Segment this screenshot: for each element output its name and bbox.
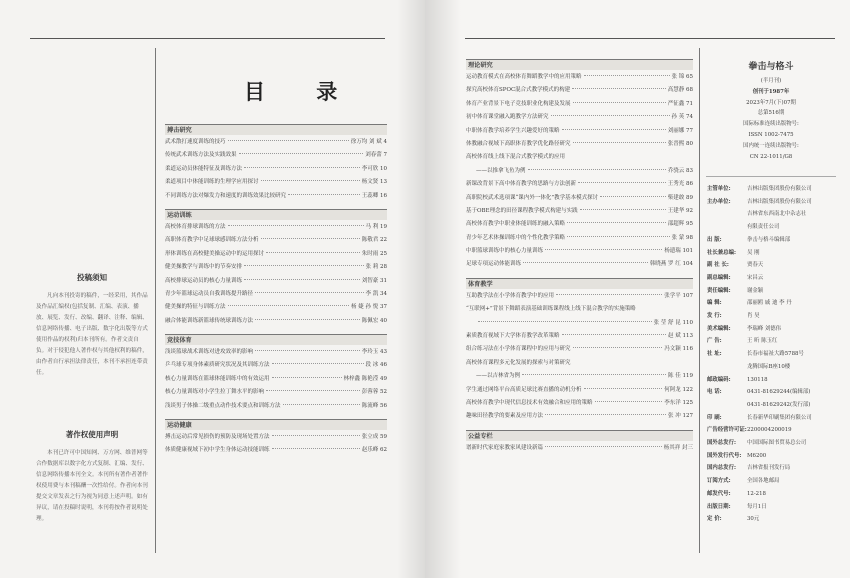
toc-entry-title: 浅谈篮球战术训练对进攻效率的影响 [165, 349, 254, 356]
toc-leader-dots [567, 236, 669, 237]
publication-info-key: 电 话: [707, 389, 722, 396]
publication-info-key: 定 价: [707, 516, 722, 523]
toc-entry-title: ——以推拿飞鱼为例 [476, 167, 526, 174]
publication-info-key: 副总编辑: [707, 274, 731, 281]
toc-entry-author-page: 杨文贤 13 [361, 179, 387, 186]
toc-entry-title: 武术散打速度训练的技巧 [165, 139, 226, 145]
contribution-notice-heading: 投稿须知 [77, 273, 107, 282]
toc-entry[interactable] [466, 218, 693, 231]
founded: 创刊于1987年 [752, 88, 790, 95]
publication-info-value: 李瑞峰 刘德伟 [747, 325, 782, 332]
toc-entry[interactable] [165, 315, 387, 328]
publication-info-row [707, 462, 839, 475]
toc-entry[interactable] [165, 431, 387, 444]
toc-leader-dots [255, 319, 360, 320]
toc-entry[interactable] [466, 205, 693, 218]
toc-entry-title: 青少年篮球运动员自我训练提升路径 [165, 290, 254, 297]
toc-entry-title: 体教融合视域下高职体育教学优化路径研究 [466, 140, 571, 147]
toc-entry-author-page: 张 莉 28 [365, 264, 387, 271]
toc-leader-dots [545, 446, 662, 447]
toc-entry[interactable] [165, 176, 387, 189]
toc-entry-author-page: 高慧静 68 [667, 87, 693, 94]
toc-leader-dots [545, 414, 666, 415]
toc-entry[interactable] [165, 149, 387, 162]
toc-entry[interactable] [466, 303, 693, 316]
toc-section-header: 搏击研究 [165, 124, 387, 135]
publication-info-value: 中国国际图书贸易总公司 [747, 440, 807, 447]
publication-info-row [707, 386, 839, 399]
publication-info-key: 发 行: [707, 313, 722, 320]
toc-entry-title: 高校排球运动员的核心力量训练 [165, 277, 243, 284]
publication-info-row [707, 221, 839, 234]
publication-info-row [707, 361, 839, 374]
toc-section-header: 公益专栏 [466, 430, 693, 441]
left-top-rule [30, 38, 385, 39]
toc-entry[interactable] [466, 290, 693, 303]
publication-info-value: 0431-81629244(编辑部) [747, 389, 811, 396]
toc-entry[interactable] [466, 317, 693, 330]
publication-info-value: 30元 [747, 516, 760, 523]
toc-entry-author-page: 陈流峰 56 [361, 402, 387, 409]
publication-info [707, 183, 839, 526]
toc-leader-dots [261, 180, 360, 181]
toc-entry-author-page: 陈 佳 119 [668, 373, 693, 380]
toc-entry-title: 组合练习法在小学体育课程中的应用与研究 [466, 346, 571, 353]
publication-info-value: 谢金颖 [747, 287, 764, 294]
publication-info-key [707, 399, 747, 412]
toc-entry-title: 互助教学法在小学体育教学中的应用 [466, 292, 555, 299]
toc-entry-title: 形体训练在高校健美操运动中的运用探讨 [165, 250, 265, 257]
toc-entry-title: 柔道运动员体能特征及训练方法 [165, 165, 243, 172]
publication-info-key [707, 208, 747, 221]
total-issue: 总第516期 [757, 110, 785, 117]
toc-leader-dots [600, 196, 666, 197]
toc-entry-title: 运动教育模式在高校体育舞蹈教学中的应用策略 [466, 74, 582, 80]
publication-info-value: 长春新华印刷集团有限公司 [747, 414, 812, 421]
toc-entry-author-page: 张晋熙 80 [667, 140, 693, 147]
toc-entry-author-page: 杨其祥 封三 [663, 444, 693, 451]
toc-entry[interactable] [165, 163, 387, 176]
magazine-name: 拳击与格斗 [748, 62, 794, 72]
publication-info-value: 吉林省报刊发行局 [747, 465, 791, 472]
cn-label: 国内统一连续出版物号: [743, 142, 799, 149]
toc-entry[interactable] [165, 190, 387, 203]
toc-entry-author-page: 柴建敢 89 [667, 194, 693, 201]
toc-leader-dots [255, 292, 363, 293]
publication-info-row [707, 475, 839, 488]
toc-entry[interactable] [466, 410, 693, 423]
publication-info-value: 12-218 [747, 490, 766, 497]
toc-leader-dots [255, 350, 360, 351]
toc-entry[interactable] [165, 346, 387, 359]
toc-section-header: 竞技体育 [165, 334, 387, 345]
publication-info-value: 吉林出版集团股份有限公司 [747, 198, 812, 205]
toc-entry-author-page: 韩晓燕 罗 红 104 [649, 261, 693, 268]
publication-info-row [707, 437, 839, 450]
publication-info-key: 责任编辑: [707, 287, 731, 294]
gutter-shadow-left [397, 0, 425, 578]
publication-info-row [707, 183, 839, 196]
toc-entry[interactable] [165, 444, 387, 457]
publication-info-key: 国内总发行: [707, 465, 736, 472]
toc-entry-title: 基于OBE理念的田径课程教学模式构建与实践 [466, 207, 578, 214]
toc-entry-author-page: 何阿龙 122 [664, 386, 693, 393]
toc-entry-title: 浅谈男子体操二级重点动作技术要点和训练方法 [165, 402, 281, 409]
toc-leader-dots [556, 294, 662, 295]
toc-entry-author-page: 赵 斌 113 [668, 333, 693, 340]
toc-entry[interactable] [466, 111, 693, 124]
toc-entry-author-page: 陈敬君 22 [361, 237, 387, 244]
toc-entry-author-page: 刘智豪 31 [361, 277, 387, 284]
toc-section-header: 理论研究 [466, 59, 693, 70]
publication-info-value: 吉林出版集团股份有限公司 [747, 186, 812, 192]
toc-entry-title: 高校体育课程多元化发展的探索与对策研究 [466, 359, 571, 366]
toc-entry-author-page: 赵乐峰 62 [361, 447, 387, 454]
toc-leader-dots [228, 140, 349, 141]
toc-leader-dots [272, 435, 360, 436]
toc-entry[interactable] [466, 258, 693, 271]
toc-leader-dots [573, 102, 666, 103]
toc-entry-author-page: 朱时雨 25 [361, 250, 387, 257]
publication-info-key: 出 版: [707, 236, 722, 243]
publication-info-row [707, 310, 839, 323]
publication-info-row [707, 259, 839, 272]
toc-entry[interactable] [466, 138, 693, 151]
toc-section-header: 体育教学 [466, 278, 693, 289]
toc-leader-dots [228, 225, 364, 226]
toc-entry[interactable] [165, 275, 387, 288]
publication-info-value: M6200 [747, 452, 767, 459]
toc-leader-dots [288, 194, 360, 195]
toc-entry-title: 中职体育教学培养学生兴趣爱好的策略 [466, 127, 560, 134]
toc-entry[interactable] [165, 301, 387, 314]
publication-info-value: 吴 刚 [747, 249, 760, 256]
toc-entry[interactable] [466, 330, 693, 343]
toc-entry[interactable] [466, 343, 693, 356]
toc-leader-dots [522, 374, 666, 375]
publication-info-value: 贾春天 [747, 262, 764, 269]
toc-entry-author-page: 张 冲 127 [668, 413, 693, 420]
toc-entry-title: 健美操教学与训练中的节奏安排 [165, 264, 243, 271]
toc-entry-author-page: 乔骁云 83 [667, 167, 693, 174]
toc-entry[interactable] [165, 234, 387, 247]
publication-info-row [707, 335, 839, 348]
toc-entry[interactable] [466, 357, 693, 370]
publication-info-row [707, 374, 839, 387]
publication-info-key: 出版日期: [707, 503, 731, 510]
toc-entry-title: 高校体育教学中现代信息技术有效融合和应用的策略 [466, 399, 593, 406]
toc-entry-author-page: 王建华 92 [667, 207, 693, 214]
toc-entry-title: 融合体能训练新篮球传统球训练方法 [165, 317, 254, 324]
toc-entry-author-page: 李东洋 125 [664, 399, 693, 406]
toc-entry-author-page: 李可欣 10 [361, 165, 387, 172]
toc-leader-dots [283, 404, 360, 405]
toc-entry-title: 不同训练方法对爆发力和速度的训练效果比较研究 [165, 192, 287, 199]
publication-info-key: 广告经营许可证: [707, 427, 747, 434]
toc-leader-dots [562, 334, 666, 335]
toc-leader-dots [584, 75, 670, 76]
toc-leader-dots [266, 390, 360, 391]
publication-info-key: 主办单位: [707, 198, 731, 205]
contribution-notice-text: 凡向本刊投寄的稿件，一经采用，其作品及作品汇编权(包括复制、汇编、表演、播放、展览、发行、改编、翻译、注释、编辑、信息网络传播、电子出版、数字化出版等方式使用作品的权利)归本刊所有。作者文责自负。对于侵犯他人著作权与其他权利的稿件，由作者自行承担法律责任，本刊不承担连带责任。 [36, 293, 148, 376]
toc-leader-dots [584, 388, 663, 389]
toc-entry-title: 新课改背景下高中体育教学的思路与方法创新 [466, 181, 577, 188]
toc-leader-dots [228, 305, 349, 306]
publication-info-row [707, 348, 839, 361]
gutter-shadow-right [425, 0, 461, 578]
publication-info-key: 美术编辑: [707, 325, 731, 332]
toc-entry-title: 探究高校体育SPOC混合式教学模式的构建 [466, 87, 571, 94]
toc-entry-title: 高职院校武术选项课“课内外一体化”教学基本模式探讨 [466, 194, 599, 201]
toc-entry[interactable] [165, 373, 387, 386]
publication-info-key: 印 刷: [707, 414, 722, 421]
publication-info-value: 有限责任公司 [747, 224, 780, 231]
toc-leader-dots [578, 182, 666, 183]
toc-leader-dots [272, 377, 342, 378]
toc-entry-author-page: 杨遗瑞 101 [664, 248, 693, 255]
toc-leader-dots [573, 347, 663, 348]
publication-info-row [707, 196, 839, 209]
publication-info-row [707, 234, 839, 247]
toc-right-column [466, 59, 693, 455]
toc-entry-title: 传统武术训练方法及实践效果 [165, 152, 237, 159]
publication-info-key: 社 址: [707, 351, 722, 358]
toc-entry-title: 乒乓球专项身体素质研究状况及其训练方法 [165, 362, 270, 369]
publication-info-value: 宋昌云 [747, 274, 764, 281]
toc-entry-author-page: 李玲玉 43 [361, 349, 387, 356]
copyright-notice-text: 本刊已许可中国知网、万方网、维普网等合作数据库以数字化方式复制、汇编、发行、信息网络传播本刊全文。本刊所有著作者著作权使用费与本刊稿酬一次性给付。作者向本刊提交文章发表之行为视为同意上述声明。如有异议，请在投稿时说明，本刊将按作者说明处理。 [36, 450, 148, 522]
toc-entry-author-page: 杨 婕 孙 悦 37 [351, 304, 387, 311]
toc-leader-dots [562, 129, 666, 130]
publication-info-key: 社长兼总编: [707, 249, 736, 256]
publication-info-row [707, 513, 839, 526]
toc-leader-dots [572, 88, 666, 89]
right-top-rule [465, 38, 835, 39]
publication-info-value: 肖 昊 [747, 313, 760, 320]
publication-info-row [707, 424, 839, 437]
toc-entry[interactable] [165, 248, 387, 261]
toc-section-header: 运动健康 [165, 419, 387, 430]
issn-label: 国际标准连续出版物号: [743, 121, 799, 128]
toc-leader-dots [272, 363, 364, 364]
toc-entry[interactable] [466, 178, 693, 191]
publication-info-row [707, 247, 839, 260]
publication-info-row [707, 412, 839, 425]
toc-entry-author-page: 刘丽娜 77 [667, 127, 693, 134]
toc-left-column [165, 124, 387, 458]
toc-entry-author-page: 张立成 59 [361, 434, 387, 441]
toc-entry-author-page: 张 莹 舒 昆 110 [653, 319, 693, 326]
toc-entry[interactable] [466, 397, 693, 410]
toc-entry-title: 趣味田径教学的要素及应用方法 [466, 413, 544, 420]
toc-entry[interactable] [466, 384, 693, 397]
toc-entry-author-page: 段 冰 46 [365, 362, 387, 369]
toc-entry-author-page: 林梓鑫 陈艳滢 49 [343, 375, 387, 382]
publication-info-key [707, 221, 747, 234]
toc-entry-title: “互联网+”背景下舞蹈表演基础训练课程线上线下混合教学的实施策略 [466, 306, 636, 313]
toc-entry[interactable] [466, 192, 693, 205]
issue: 2023年7月(下)07期 [746, 99, 796, 106]
toc-entry-author-page: 邵超辉 95 [667, 221, 693, 228]
publication-info-row [707, 399, 839, 412]
toc-entry-author-page: 李 凯 34 [365, 290, 387, 297]
publication-info-key: 广 告: [707, 338, 722, 345]
toc-entry[interactable] [165, 359, 387, 372]
toc-entry[interactable] [466, 370, 693, 383]
toc-entry-title: 素质教育视域下大学体育教学改革策略 [466, 333, 560, 340]
toc-entry-title: 初中体育课堂融入跑教学方法研究 [466, 114, 549, 121]
toc-leader-dots [545, 249, 662, 250]
toc-entry[interactable] [466, 245, 693, 258]
frequency: (半月刊) [760, 78, 782, 84]
toc-entry-title: 搏击运动后常见损伤的预防及现场处置方法 [165, 434, 270, 441]
toc-entry-author-page: 张学平 107 [664, 292, 693, 299]
publication-info-value: 王 昕 陈玉红 [747, 338, 778, 345]
toc-entry-author-page: 孙 英 74 [671, 114, 693, 121]
toc-entry[interactable] [165, 221, 387, 234]
toc-entry-title: ——以吉林省为例 [476, 373, 521, 380]
toc-leader-dots [239, 153, 364, 154]
toc-entry[interactable] [466, 84, 693, 97]
publication-info-value: 每月1日 [747, 503, 767, 510]
info-divider-rule [706, 176, 836, 177]
publication-info-key [707, 361, 747, 374]
toc-leader-dots [580, 209, 666, 210]
toc-entry-author-page: 徐万均 刘 斌 4 [350, 139, 387, 145]
toc-entry-title: 足球专项运动体能训练 [466, 261, 522, 268]
publication-info-key: 副 社 长: [707, 262, 729, 269]
toc-leader-dots [573, 142, 666, 143]
toc-leader-dots [244, 279, 360, 280]
publication-info-value: 龙腾国际B座10楼 [747, 363, 791, 370]
toc-leader-dots [523, 262, 648, 263]
toc-entry-title: 体质健康视域下初中学生身体运动技能训练 [165, 447, 270, 454]
publication-info-row [707, 501, 839, 514]
toc-entry-title: 中职篮球训练中的核心力量训练 [466, 248, 544, 255]
publication-info-key: 邮发代号: [707, 490, 731, 497]
toc-entry-author-page: 彭蓉蓉 52 [361, 389, 387, 396]
publication-info-key: 邮政编码: [707, 376, 731, 383]
toc-leader-dots [244, 167, 360, 168]
toc-entry-title: 体育产业背景下电子竞技职业化构建及发展 [466, 100, 571, 107]
publication-info-value: 全国各地邮局 [747, 478, 780, 485]
toc-entry[interactable] [466, 442, 693, 455]
publication-info-row [707, 285, 839, 298]
publication-info-key: 主管单位: [707, 186, 731, 192]
toc-entry[interactable] [165, 400, 387, 413]
publication-info-key: 国外总发行: [707, 440, 736, 447]
publication-info-row [707, 323, 839, 336]
toc-entry-title: 柔道项目中体能训练的生理学应用探讨 [165, 179, 259, 186]
publication-info-value: 长春市福祉大路5788号 [747, 351, 804, 358]
toc-leader-dots [478, 321, 652, 322]
publication-info-value: 吉林省东西南北中杂志社 [747, 211, 807, 218]
toc-leader-dots [261, 238, 360, 239]
cn: CN 22-1011/G8 [749, 153, 793, 160]
page-title: 目 录 [244, 79, 360, 104]
toc-leader-dots [595, 401, 663, 402]
toc-entry-author-page: 刘春蕾 7 [365, 152, 387, 159]
toc-entry-title: 高职体育教学中足球球感训练方法分析 [165, 237, 259, 244]
toc-entry-title: 高校体育排球训练的方法 [165, 223, 226, 230]
toc-entry-title: 核心力量训练在篮球体能训练中的有效运用 [165, 375, 270, 382]
toc-leader-dots [272, 448, 360, 449]
toc-leader-dots [567, 222, 666, 223]
toc-entry[interactable] [165, 261, 387, 274]
toc-entry-author-page: 严征鑫 71 [667, 100, 693, 107]
toc-leader-dots [528, 169, 666, 170]
toc-leader-dots [244, 265, 363, 266]
toc-entry-author-page: 王蕊卿 16 [361, 192, 387, 199]
toc-entry[interactable] [466, 232, 693, 245]
publication-info-row [707, 272, 839, 285]
masthead [708, 59, 834, 162]
publication-info-row [707, 450, 839, 463]
copyright-notice [36, 429, 148, 525]
toc-entry-title: 健美操的特征与训练方法 [165, 304, 226, 311]
publication-info-key: 编 辑: [707, 300, 722, 307]
toc-entry[interactable] [466, 165, 693, 178]
contribution-notice [36, 272, 148, 379]
toc-section-header: 运动训练 [165, 209, 387, 220]
toc-entry[interactable] [165, 288, 387, 301]
publication-info-value: 0431-81629242(发行部) [747, 401, 811, 408]
toc-entry[interactable] [165, 136, 387, 149]
publication-info-row [707, 297, 839, 310]
toc-entry-title: 学生通过网络平台高质足球比赛直播的动机分析 [466, 386, 582, 393]
toc-entry[interactable] [466, 71, 693, 84]
toc-entry-title: 谱新时代家庭家教家风建设新篇 [466, 444, 544, 451]
toc-entry-author-page: 冯文颖 116 [664, 346, 693, 353]
publication-info-value: 邵丽鸥 戚 迪 李 丹 [747, 300, 792, 307]
publication-info-key: 国外发行代号: [707, 452, 742, 459]
toc-entry[interactable] [165, 386, 387, 399]
publication-info-row [707, 488, 839, 501]
toc-entry-author-page: 马 利 19 [365, 223, 387, 230]
toc-entry-author-page: 张 锦 65 [671, 74, 693, 80]
toc-entry-author-page: 王秀光 86 [667, 181, 693, 188]
publication-info-value: 130118 [747, 376, 768, 383]
toc-entry-title: 高校体育教学中职业体能训练的融入策略 [466, 221, 566, 228]
toc-entry[interactable] [466, 98, 693, 111]
left-column-divider [155, 48, 156, 553]
issn: ISSN 1002-7475 [748, 131, 794, 138]
toc-entry[interactable] [466, 151, 693, 164]
publication-info-value: 2200004200019 [747, 427, 792, 434]
publication-info-key: 订阅方式: [707, 478, 731, 485]
toc-entry-title: 高校体育线上线下混合式教学模式的应用 [466, 154, 566, 161]
toc-entry[interactable] [466, 125, 693, 138]
toc-entry-author-page: 陈佩宏 40 [361, 317, 387, 324]
toc-leader-dots [266, 252, 360, 253]
toc-entry-title: 青少年艺术体操训练中的个性化教学策略 [466, 234, 566, 241]
toc-entry-author-page: 张 蒙 98 [671, 234, 693, 241]
toc-leader-dots [551, 115, 670, 116]
right-column-divider [699, 48, 700, 553]
copyright-notice-heading: 著作权使用声明 [65, 430, 119, 439]
toc-entry-title: 核心力量训练对小学生拉丁舞水平的影响 [165, 389, 265, 396]
publication-info-row [707, 208, 839, 221]
publication-info-value: 拳击与格斗编辑部 [747, 236, 791, 243]
